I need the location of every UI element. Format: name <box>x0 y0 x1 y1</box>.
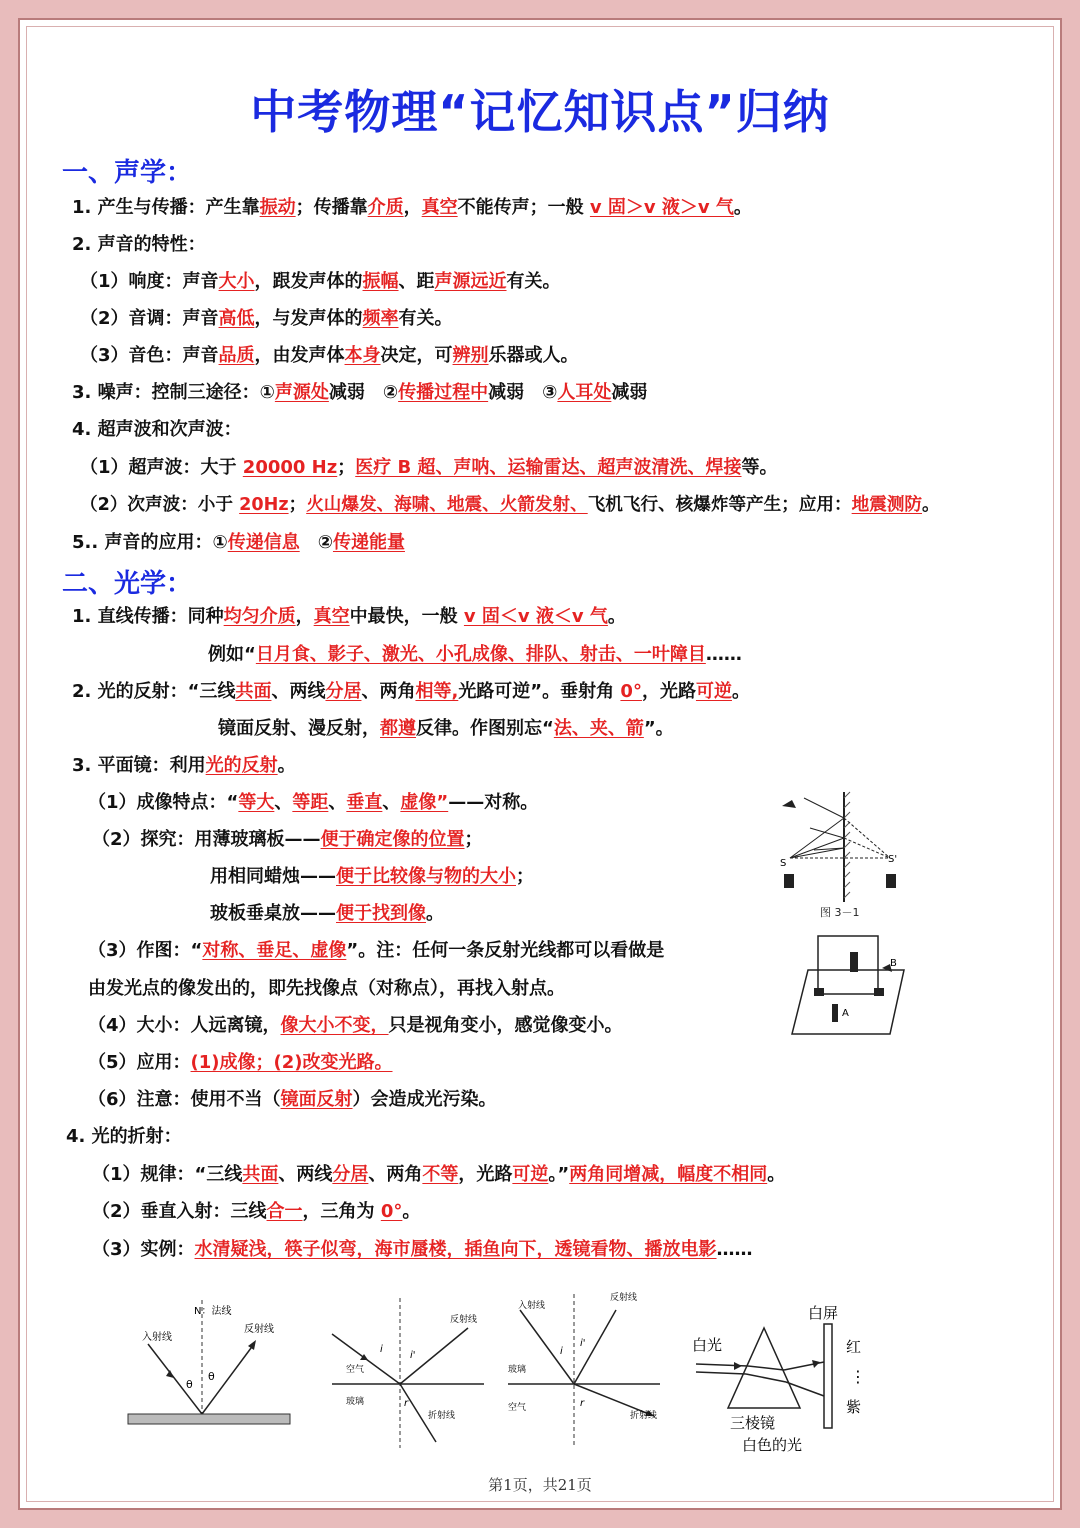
candle-left-icon <box>784 874 794 888</box>
label-r: r <box>404 1398 409 1409</box>
white-screen <box>824 1324 832 1428</box>
label-white-light: 白光 <box>692 1336 723 1354</box>
text: 、两角 <box>361 681 416 702</box>
keyword: 对称、垂足、虚像 <box>202 940 347 961</box>
arrow-icon <box>812 1360 820 1368</box>
text: 。 <box>402 1201 421 1222</box>
keyword: 辨别 <box>452 345 489 366</box>
keyword: 均匀介质 <box>223 606 296 627</box>
keyword: 水清疑浅，筷子似弯，海市蜃楼，插鱼向下，透镜看物、播放电影 <box>194 1239 717 1260</box>
keyword: 真空 <box>313 606 350 627</box>
page-footer: 第1页，共21页 <box>488 1476 592 1494</box>
line-o4b <box>92 1201 420 1223</box>
text: …… <box>716 1239 753 1260</box>
text: （4）大小：人远离镜， <box>88 1015 281 1036</box>
text: 5.. 声音的应用：① <box>72 532 228 553</box>
keyword: 便于比较像与物的大小 <box>336 866 516 887</box>
text: 。 <box>731 681 750 702</box>
text: （2）垂直入射：三线 <box>92 1201 267 1222</box>
text: 减弱 ③ <box>488 382 558 403</box>
text: 、两线 <box>278 1164 333 1185</box>
text: 、两线 <box>271 681 326 702</box>
keyword: 便于找到像 <box>336 903 426 924</box>
label-i: i <box>560 1346 563 1357</box>
line-o3d <box>88 1015 623 1037</box>
mirror-experiment-figure <box>786 930 916 1040</box>
label-reflected: 反射线 <box>450 1315 478 1325</box>
keyword: (1)成像；(2)改变光路。 <box>190 1052 393 1073</box>
label-s: S <box>780 858 787 869</box>
keyword: 火山爆发、海啸、地震、火箭发射、 <box>306 495 588 515</box>
line-a2c <box>80 345 579 367</box>
keyword: 合一 <box>266 1201 303 1222</box>
line-o3b3 <box>210 903 444 925</box>
keyword: 传递能量 <box>332 532 405 553</box>
eye-icon <box>782 800 796 808</box>
label-glass: 玻璃 <box>508 1365 527 1375</box>
keyword: 便于确定像的位置 <box>320 829 465 850</box>
text: ）会造成光污染。 <box>352 1089 497 1110</box>
text: 4. 超声波和次声波： <box>72 419 242 440</box>
keyword: 介质 <box>367 197 404 218</box>
text: ， <box>295 606 314 627</box>
text: （1）超声波：大于 <box>80 457 243 478</box>
label-reflected: 反射线 <box>244 1324 274 1335</box>
label-air: 空气 <box>508 1403 527 1413</box>
text: ——对称。 <box>448 792 539 813</box>
keyword: 本身 <box>344 345 381 366</box>
keyword: 日月食、影子、激光、小孔成像、排队、射击、一叶障目 <box>255 644 706 665</box>
label-i-prime: i' <box>410 1350 416 1361</box>
clip-left <box>814 988 824 996</box>
text: 飞机飞行、核爆炸等产生；应用： <box>587 495 852 515</box>
text: ”。注：任何一条反射光线都可以看做是 <box>346 940 665 961</box>
candle-right-icon <box>886 874 896 888</box>
label-refracted: 折射线 <box>428 1411 456 1421</box>
text: 例如“ <box>208 644 256 665</box>
label-theta-out: θ <box>208 1370 215 1383</box>
keyword: 等距 <box>292 792 329 813</box>
text: ，三角为 <box>302 1201 381 1222</box>
label-dots: ⋮ <box>850 1367 866 1386</box>
candle-b-icon <box>850 952 858 972</box>
clip-right <box>874 988 884 996</box>
text: ，光路 <box>641 681 696 702</box>
keyword: 虚像” <box>400 792 449 813</box>
text: 。 <box>277 755 296 776</box>
keyword: 等大 <box>238 792 275 813</box>
light-rays <box>696 1362 824 1396</box>
text: 等。 <box>741 457 778 478</box>
keyword: 人耳处 <box>557 382 612 403</box>
line-o3f <box>88 1089 497 1111</box>
keyword: 声源远近 <box>434 271 507 292</box>
line-o1 <box>72 606 626 628</box>
label-a: A <box>842 1008 849 1019</box>
keyword: v 固＜v 液＜v 气 <box>463 606 608 627</box>
label-screen: 白屏 <box>808 1304 839 1322</box>
line-a2 <box>72 234 206 256</box>
keyword: 都遵 <box>380 718 416 739</box>
text: （3）音色：声音 <box>80 345 219 366</box>
text: 。 <box>607 606 626 627</box>
keyword: 地震测防 <box>851 495 923 515</box>
text: ； <box>464 829 483 850</box>
keyword: 分居 <box>325 681 362 702</box>
text: 不能传声；一般 <box>457 197 590 218</box>
text: 、 <box>382 792 401 813</box>
text: 减弱 ② <box>328 382 399 403</box>
text: ，由发声体 <box>254 345 345 366</box>
text: 只是视角变小，感觉像变小。 <box>388 1015 623 1036</box>
text: 、两角 <box>368 1164 423 1185</box>
text: （3）实例： <box>92 1239 195 1260</box>
line-o3e <box>88 1052 393 1074</box>
text: 3. 噪声：控制三途径：① <box>72 382 275 403</box>
line-a2b <box>80 308 453 330</box>
text: 2. 光的反射：“三线 <box>72 681 236 702</box>
text: 用相同蜡烛—— <box>210 866 336 887</box>
text: 。 <box>733 197 752 218</box>
label-theta-in: θ <box>186 1378 193 1391</box>
reflection-figure <box>124 1296 294 1426</box>
text: 。” <box>548 1164 570 1185</box>
text: 玻板垂桌放—— <box>210 903 336 924</box>
line-o3a <box>88 792 538 814</box>
text: ，光路 <box>458 1164 513 1185</box>
arrow-icon <box>248 1340 256 1350</box>
text: （1）规律：“三线 <box>92 1164 243 1185</box>
keyword: 品质 <box>218 345 255 366</box>
text: 。 <box>767 1164 786 1185</box>
line-a4 <box>72 419 242 441</box>
glass-plate <box>818 936 878 994</box>
text: …… <box>705 644 742 665</box>
mirror-caption: 图 3－1 <box>820 906 860 919</box>
section-acoustics-heading: 一、声学： <box>62 158 193 188</box>
line-a2a <box>80 271 561 293</box>
keyword: 分居 <box>332 1164 369 1185</box>
line-o1b <box>208 644 742 666</box>
keyword: 声源处 <box>274 382 329 403</box>
keyword: 光的反射 <box>205 755 278 776</box>
line-o3 <box>72 755 296 777</box>
line-o4c <box>92 1239 753 1261</box>
text: 由发光点的像发出的，即先找像点（对称点），再找入射点。 <box>88 978 565 999</box>
text: （6）注意：使用不当（ <box>88 1089 281 1110</box>
keyword: 镜面反射 <box>280 1089 353 1110</box>
keyword: 不等 <box>422 1164 459 1185</box>
keyword: 真空 <box>421 197 458 218</box>
label-air: 空气 <box>346 1365 365 1375</box>
label-red: 红 <box>846 1338 862 1356</box>
text: （1）响度：声音 <box>80 271 219 292</box>
label-s-prime: S' <box>888 854 898 865</box>
text: 有关。 <box>398 308 453 329</box>
text: （5）应用： <box>88 1052 191 1073</box>
keyword: 可逆 <box>695 681 732 702</box>
text: （2）次声波：小于 <box>80 495 240 515</box>
label-normal: N：法线 <box>194 1306 232 1317</box>
keyword: v 固＞v 液＞v 气 <box>589 197 734 218</box>
label-r: r <box>580 1398 585 1409</box>
line-o4 <box>66 1126 182 1148</box>
text: 中最快，一般 <box>349 606 464 627</box>
text: 1. 产生与传播：产生靠 <box>72 197 260 218</box>
text: ”。 <box>643 718 674 739</box>
label-glass: 玻璃 <box>346 1397 365 1407</box>
arrow-icon <box>166 1370 174 1378</box>
text: ；传播靠 <box>295 197 368 218</box>
keyword: 相等, <box>415 681 459 702</box>
text: 。 <box>426 903 444 924</box>
text: （2）探究：用薄玻璃板—— <box>92 829 321 850</box>
keyword: 医疗 B 超、声呐、运输雷达、超声波清洗、焊接 <box>355 457 742 478</box>
line-a3 <box>72 382 647 404</box>
text: 。 <box>922 495 940 515</box>
line-o3c2 <box>88 978 565 1000</box>
incident-ray <box>148 1344 202 1414</box>
label-prism: 三棱镜 <box>730 1414 776 1432</box>
text: 1. 直线传播：同种 <box>72 606 224 627</box>
keyword: 大小 <box>218 271 255 292</box>
keyword: 频率 <box>362 308 399 329</box>
text: ，跟发声体的 <box>254 271 363 292</box>
text: （3）作图：“ <box>88 940 203 961</box>
text: ； <box>337 457 356 478</box>
line-a4b <box>80 494 940 516</box>
keyword: 20Hz <box>239 495 289 515</box>
text: 镜面反射、漫反射， <box>218 718 380 739</box>
keyword: 0° <box>620 681 642 702</box>
line-a5 <box>72 532 405 554</box>
label-purple: 紫 <box>846 1398 862 1416</box>
mirror-rays <box>790 798 890 858</box>
candle-a-icon <box>832 1004 838 1022</box>
section-optics-heading: 二、光学： <box>62 569 193 599</box>
prism-dispersion-figure <box>686 1300 886 1458</box>
text: ； <box>288 495 307 515</box>
keyword: 高低 <box>218 308 255 329</box>
text: ② <box>299 532 333 553</box>
refraction-air-glass-figure <box>328 1292 488 1452</box>
text: 减弱 <box>611 382 648 403</box>
keyword: 振动 <box>259 197 296 218</box>
text: （2）音调：声音 <box>80 308 219 329</box>
keyword: 共面 <box>235 681 272 702</box>
text: 3. 平面镜：利用 <box>72 755 206 776</box>
line-a1 <box>72 197 752 219</box>
text: 、距 <box>398 271 435 292</box>
keyword: 像大小不变， <box>280 1015 389 1036</box>
text: 反律。作图别忘“ <box>416 718 554 739</box>
text: （1）成像特点：“ <box>88 792 239 813</box>
plane-mirror-figure <box>770 784 910 924</box>
keyword: 可逆 <box>512 1164 549 1185</box>
refraction-glass-air-figure <box>504 1288 664 1452</box>
line-o2 <box>72 681 750 703</box>
label-i-prime: i' <box>580 1338 586 1349</box>
text: ，与发声体的 <box>254 308 363 329</box>
text: 乐器或人。 <box>488 345 579 366</box>
line-a4a <box>80 457 778 479</box>
keyword: 传递信息 <box>227 532 300 553</box>
keyword: 传播过程中 <box>398 382 489 403</box>
keyword: 共面 <box>242 1164 279 1185</box>
keyword: 法、夹、箭 <box>553 718 644 739</box>
incident-ray <box>520 1310 574 1384</box>
text: ； <box>516 866 534 887</box>
label-refracted: 折射线 <box>630 1411 658 1421</box>
keyword: 两角同增减，幅度不相同 <box>569 1164 768 1185</box>
line-o3b <box>92 829 483 851</box>
text: 、 <box>328 792 347 813</box>
label-reflected: 反射线 <box>610 1293 638 1303</box>
label-incident: 入射线 <box>142 1332 172 1343</box>
label-i: i <box>380 1344 383 1355</box>
text: 4. 光的折射： <box>66 1126 182 1147</box>
keyword: 0° <box>380 1201 403 1222</box>
surface <box>128 1414 290 1424</box>
keyword: 垂直 <box>346 792 383 813</box>
keyword: 振幅 <box>362 271 399 292</box>
line-o3c <box>88 940 664 962</box>
text: 2. 声音的特性： <box>72 234 206 255</box>
text: 、 <box>274 792 293 813</box>
arrow-icon <box>734 1362 742 1370</box>
text: 光路可逆”。垂射角 <box>458 681 621 702</box>
text: 有关。 <box>506 271 561 292</box>
label-white-color: 白色的光 <box>742 1436 803 1454</box>
keyword: 20000 Hz <box>242 457 338 478</box>
label-incident: 入射线 <box>518 1301 546 1311</box>
label-b: B <box>890 958 897 969</box>
table-plane <box>792 970 904 1034</box>
line-o4a <box>92 1164 785 1186</box>
text: 决定，可 <box>380 345 453 366</box>
line-o2b <box>218 718 674 740</box>
page-title: 中考物理“记忆知识点”归纳 <box>250 85 830 139</box>
line-o3b2 <box>210 866 534 888</box>
text: ， <box>403 197 422 218</box>
